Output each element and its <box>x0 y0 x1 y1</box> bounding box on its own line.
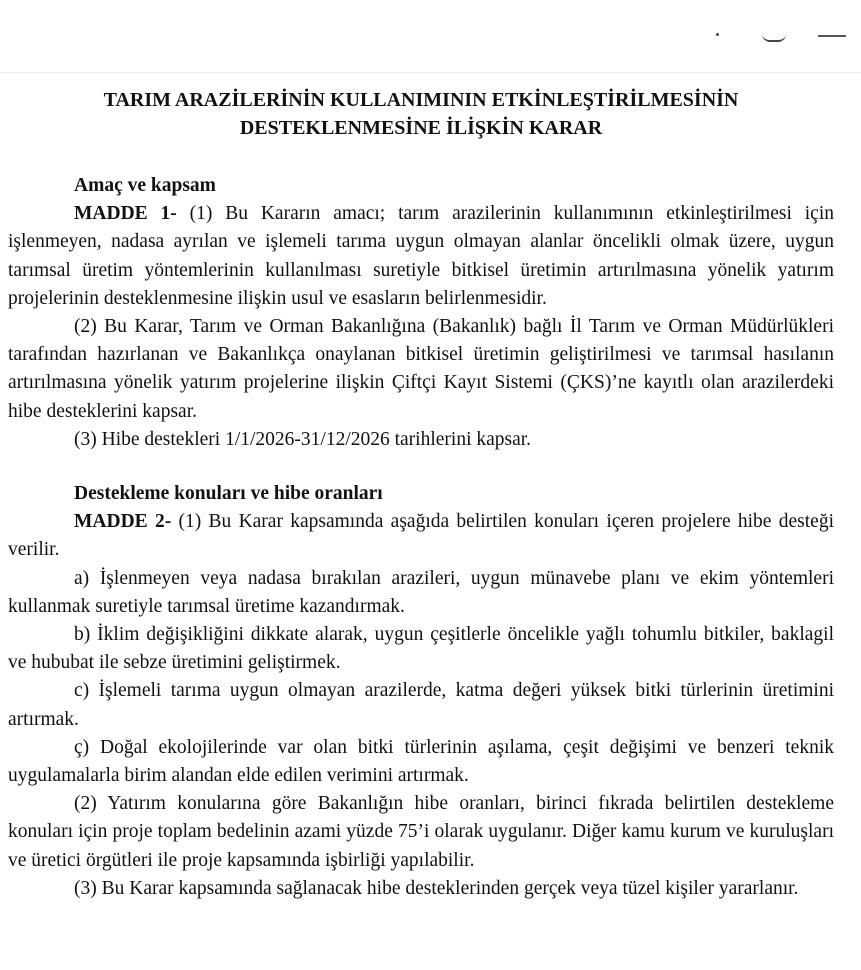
section-heading-1: Amaç ve kapsam <box>74 175 216 196</box>
toolbar-dot-icon[interactable] <box>716 33 719 36</box>
madde-2-item-a: a) İşlenmeyen veya nadasa bırakılan arazileri, uygun münavebe planı ve ekim yöntemleri kullanmak suretiyle tarımsal üretime kazandırmak. <box>8 567 834 617</box>
madde-2-paragraph-1 <box>8 508 834 564</box>
madde-2-item-c-cedilla: ç) Doğal ekolojilerinde var olan bitki türlerinin aşılama, çeşit değişimi ve benzeri teknik uygulamalarla birim alandan elde edilen verimini artırmak. <box>8 736 834 787</box>
madde-2-label: MADDE 2- <box>74 511 172 533</box>
madde-2-item-b: b) İklim değişikliğini dikkate alarak, uygun çeşitlerle öncelikle yağlı tohumlu bitkiler, baklagil ve hububat ile sebze üretimini geliştirmek. <box>8 624 834 674</box>
madde-1-paragraph-2: (2) Bu Karar, Tarım ve Orman Bakanlığına (Bakanlık) bağlı İl Tarım ve Orman Müdürlükleri tarafından hazırlanan ve Bakanlıkça onaylanan bitkisel üretimin geliştirilmesi ve tarımsal hasılanın artırılmasına yönelik yatırım projelerine ilişkin Çiftçi Kayıt Sistemi (ÇKS)’ne kayıtlı olan arazilerdeki hibe desteklerini kapsar. <box>8 316 834 422</box>
top-toolbar <box>0 0 861 73</box>
document-body <box>8 86 834 903</box>
minimize-icon[interactable] <box>818 35 846 37</box>
madde-2-paragraph-3: (3) Bu Karar kapsamında sağlanacak hibe desteklerinden gerçek veya tüzel kişiler yararlanır. <box>74 877 799 899</box>
title-line-2: DESTEKLENMESİNE İLİŞKİN KARAR <box>239 117 603 139</box>
madde-2-item-c: c) İşlemeli tarıma uygun olmayan arazilerde, katma değeri yüksek bitki türlerinin üretimini artırmak. <box>8 680 834 730</box>
madde-1-paragraph-1 <box>8 200 834 313</box>
document-title <box>8 86 834 142</box>
madde-1-label: MADDE 1- <box>74 203 177 225</box>
madde-1-paragraph-3: (3) Hibe destekleri 1/1/2026-31/12/2026 tarihlerini kapsar. <box>74 428 532 450</box>
madde-2-paragraph-2: (2) Yatırım konularına göre Bakanlığın hibe oranları, birinci fıkrada belirtilen destekleme konuları için proje toplam bedelinin azami yüzde 75’i olarak uygulanır. Diğer kamu kurum ve kuruluşları ve üretici örgütleri ile proje kapsamında işbirliği yapılabilir. <box>8 793 834 871</box>
title-line-1: TARIM ARAZİLERİNİN KULLANIMININ ETKİNLEŞTİRİLMESİNİN <box>103 89 739 111</box>
paragraph-text: (1) Bu Kararın amacı; tarım arazilerinin kullanımının etkinleştirilmesi için işlenmeyen, nadasa ayrılan ve işlemeli tarıma uygun olmayan alanlar öncelikli olmak üzere, uygun tarımsal üretim yöntemlerinin kullanılması suretiyle bitkisel üretimin artırılmasına yönelik yatırım projelerinin desteklenmesine ilişkin usul ve esasların belirlenmesidir. <box>8 203 834 309</box>
paragraph-text: (1) Bu Karar kapsamında aşağıda belirtilen konuları içeren projelere hibe desteği verilir. <box>8 511 834 561</box>
toolbar-curve-icon[interactable] <box>762 33 786 42</box>
section-heading-2: Destekleme konuları ve hibe oranları <box>74 483 383 505</box>
